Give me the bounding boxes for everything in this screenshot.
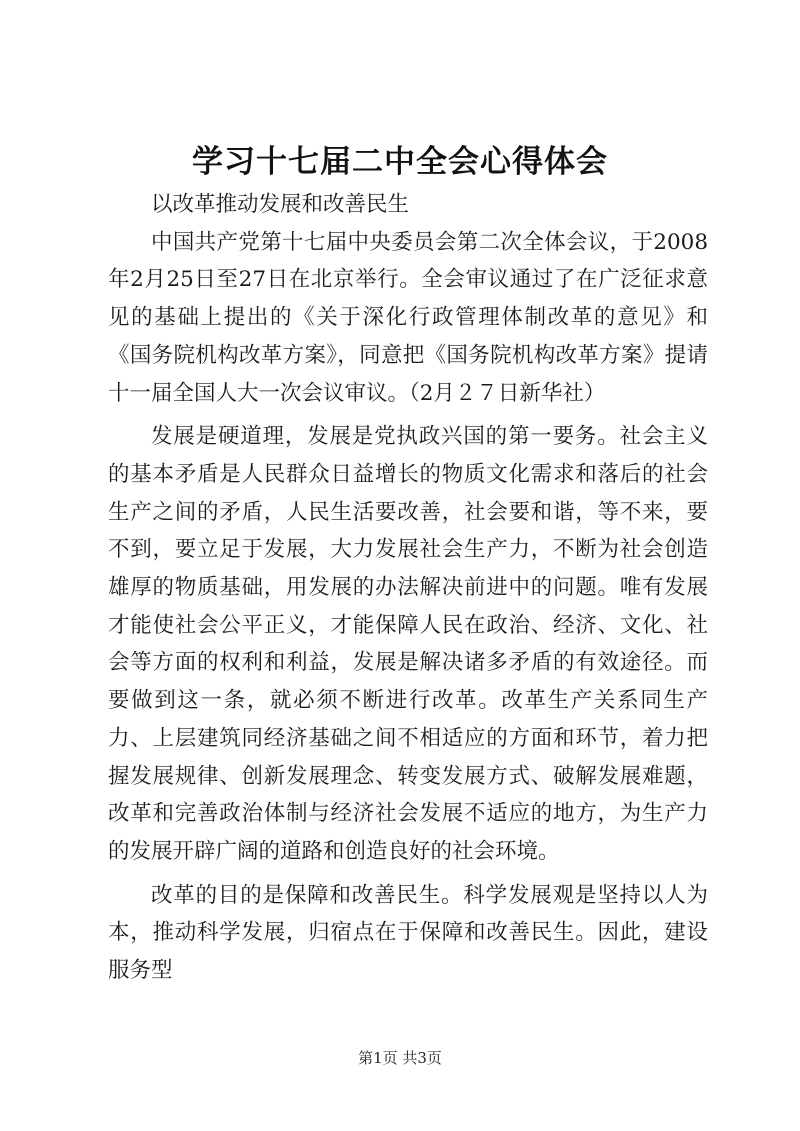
subtitle-paragraph: 以改革推动发展和改善民生 <box>151 192 410 217</box>
body-paragraph: 发展是硬道理，发展是党执政兴国的第一要务。社会主义的基本矛盾是人民群众日益增长的物质文化需求和落后的社会生产之间的矛盾，人民生活要改善，社会要和谐，等不来，要不到，要立足于发展，大力发展社会生产力，不断为社会创造雄厚的物质基础，用发展的办法解决前进中的问题。唯有发展才能使社会公平正义，才能保障人民在政治、经济、文化、社会等方面的权利和利益，发展是解决诸多矛盾的有效途径。而要做到这一条，就必须不断进行改革。改革生产关系同生产力、上层建筑同经济基础之间不相适应的方面和环节，着力把握发展规律、创新发展理念、转变发展方式、破解发展难题，改革和完善政治体制与经济社会发展不适应的地方，为生产力的发展开辟广阔的道路和创造良好的社会环境。 <box>108 424 708 864</box>
document-body <box>108 186 708 990</box>
body-paragraph: 中国共产党第十七届中央委员会第二次全体会议，于2008年2月25日至27日在北京举行。全会审议通过了在广泛征求意见的基础上提出的《关于深化行政管理体制改革的意见》和《国务院机构改革方案》，同意把《国务院机构改革方案》提请十一届全国人大一次会议审议。（2月２７日新华社） <box>108 229 708 406</box>
body-paragraph: 改革的目的是保障和改善民生。科学发展观是坚持以人为本，推动科学发展，归宿点在于保障和改善民生。因此，建设服务型 <box>108 882 708 984</box>
page-number-footer: 第1页 共3页 <box>358 1049 442 1067</box>
document-title: 学习十七届二中全会心得体会 <box>192 144 608 180</box>
